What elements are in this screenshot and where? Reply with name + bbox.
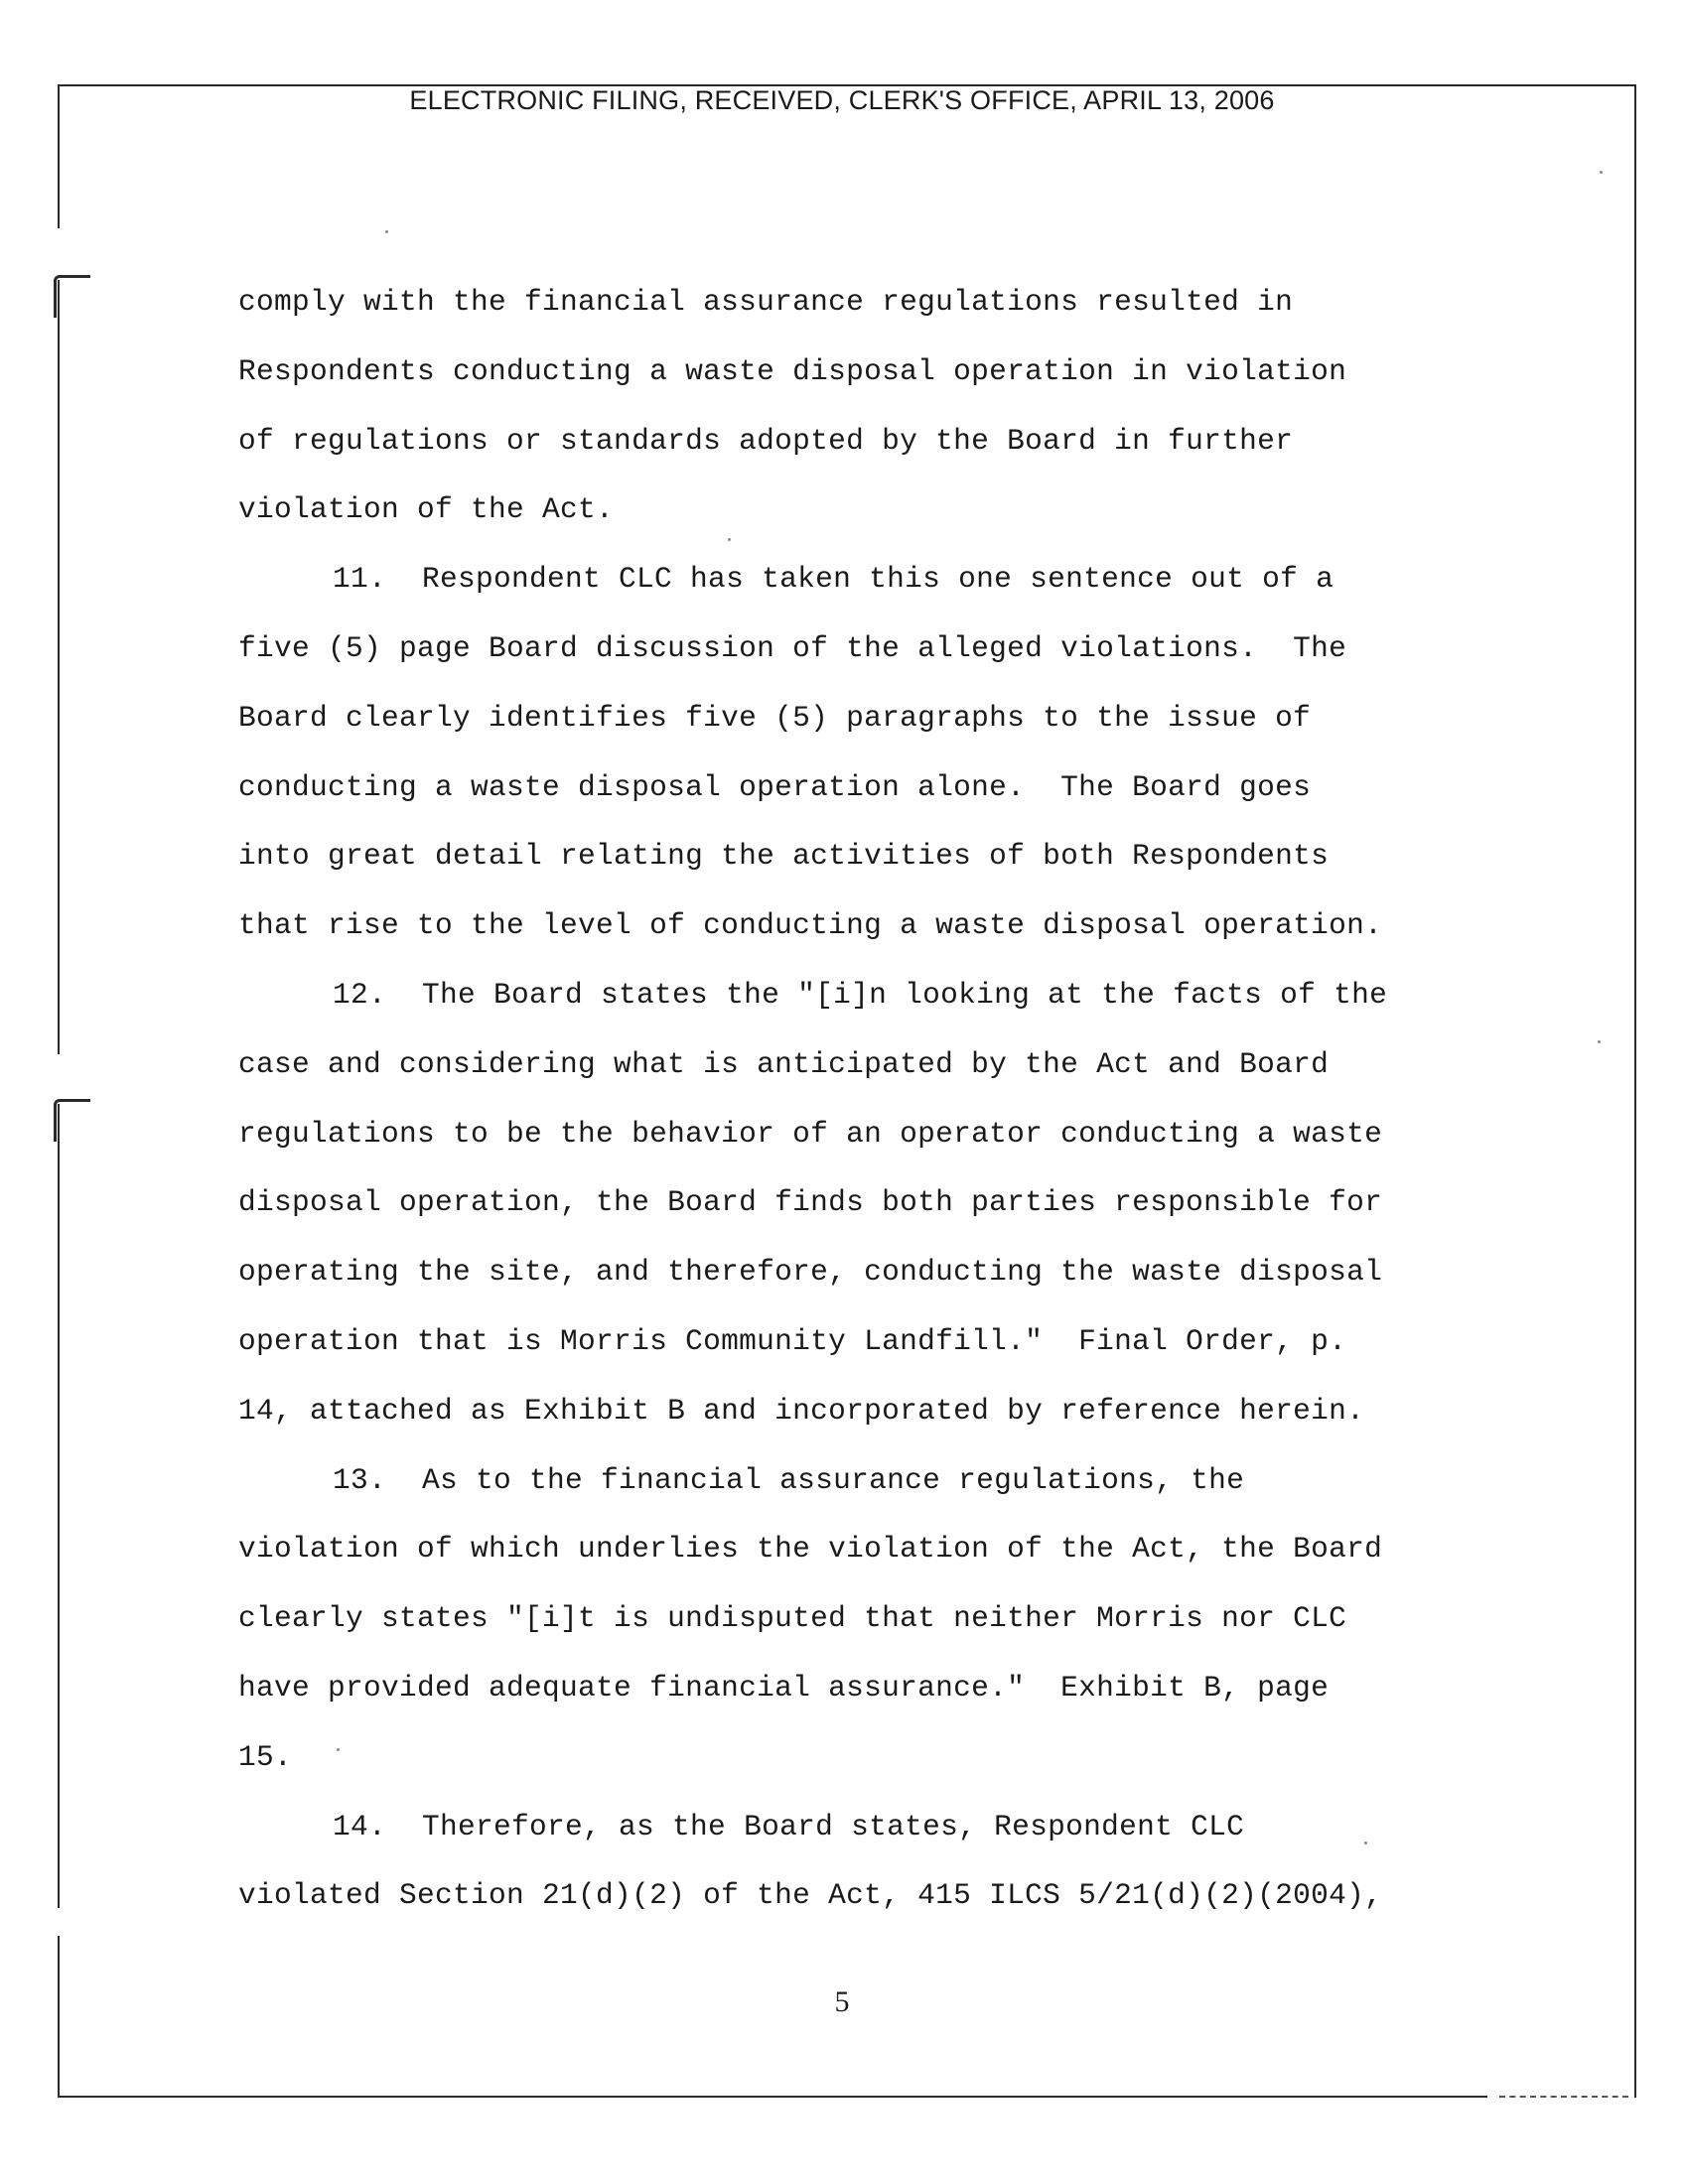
paragraph-11-start: 11. Respondent CLC has taken this one sentence out of a: [333, 562, 1334, 597]
binding-bracket-mark: [54, 275, 90, 318]
body-line: operating the site, and therefore, conducting the waste disposal: [238, 1255, 1383, 1290]
body-line: operation that is Morris Community Landfill." Final Order, p.: [238, 1323, 1347, 1358]
body-line: clearly states "[i]t is undisputed that neither Morris nor CLC: [238, 1601, 1347, 1636]
body-line: conducting a waste disposal operation alone. The Board goes: [238, 769, 1312, 804]
body-line: comply with the financial assurance regulations resulted in: [238, 285, 1294, 319]
body-line: disposal operation, the Board finds both parties responsible for: [238, 1185, 1383, 1220]
body-line: five (5) page Board discussion of the alleged violations. The: [238, 630, 1347, 665]
body-line: into great detail relating the activities of both Respondents: [238, 839, 1330, 874]
scan-speck: [385, 230, 388, 233]
scan-speck: [1600, 171, 1603, 174]
body-line: have provided adequate financial assurance." Exhibit B, page: [238, 1670, 1330, 1705]
paragraph-12-start: 12. The Board states the "[i]n looking at the facts of the: [333, 977, 1388, 1012]
scan-speck: [1364, 1842, 1367, 1844]
document-body: [238, 268, 1470, 1931]
scan-speck: [1598, 1040, 1601, 1043]
body-line: violation of which underlies the violation of the Act, the Board: [238, 1532, 1383, 1567]
body-line: violated Section 21(d)(2) of the Act, 415 ILCS 5/21(d)(2)(2004),: [238, 1878, 1383, 1913]
body-line: 14, attached as Exhibit B and incorporated by reference herein.: [238, 1393, 1365, 1428]
body-line: 15.: [238, 1739, 293, 1774]
frame-left-line-2: [58, 280, 60, 1054]
frame-bottom-line: [58, 2096, 1487, 2098]
scan-speck: [728, 538, 731, 541]
scan-speck: [337, 1748, 340, 1751]
frame-right-line: [1634, 84, 1636, 2098]
binding-bracket-mark: [54, 1099, 90, 1142]
body-line: that rise to the level of conducting a waste disposal operation.: [238, 908, 1383, 943]
body-line: Board clearly identifies five (5) paragraphs to the issue of: [238, 700, 1312, 735]
body-line: regulations to be the behavior of an operator conducting a waste: [238, 1116, 1383, 1151]
paragraph-13-start: 13. As to the financial assurance regulations, the: [333, 1462, 1245, 1497]
body-line: violation of the Act.: [238, 492, 615, 527]
body-line: Respondents conducting a waste disposal operation in violation: [238, 353, 1347, 388]
frame-bottom-dashed-line: [1499, 2096, 1628, 2098]
body-line: case and considering what is anticipated by the Act and Board: [238, 1046, 1330, 1081]
body-line: of regulations or standards adopted by the Board in further: [238, 423, 1294, 458]
filing-stamp-header: ELECTRONIC FILING, RECEIVED, CLERK'S OFFICE, APRIL 13, 2006: [409, 85, 1275, 115]
paragraph-14-start: 14. Therefore, as the Board states, Respondent CLC: [333, 1809, 1245, 1843]
frame-left-line-3: [58, 1104, 60, 1908]
page-number: 5: [834, 1985, 850, 2018]
